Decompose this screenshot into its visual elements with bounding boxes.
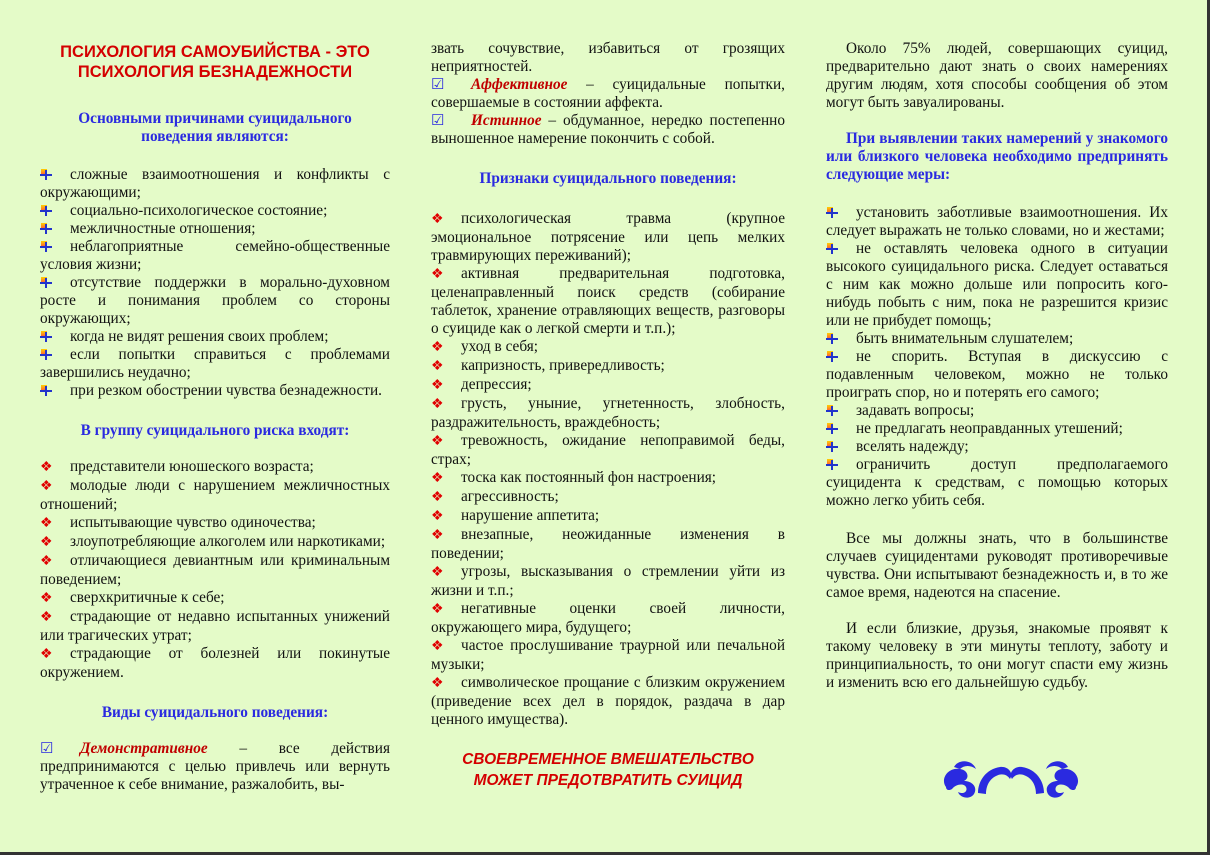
list-item-text: не спорить. Вступая в дискуссию с подавленным человеком, можно не только проиграть спор, но и потерять его самого; [826, 348, 1168, 401]
type-term: Аффективное [471, 76, 568, 93]
list-item-text: вселять надежду; [856, 438, 969, 455]
cross-bullet-icon [40, 274, 70, 292]
list-item [40, 458, 390, 477]
cross-bullet-icon [826, 438, 856, 456]
list-item-text: страдающие от недавно испытанных унижений или трагических утрат; [40, 608, 390, 644]
diamond-bullet-icon: ❖ [431, 378, 444, 393]
causes-heading: Основными причинами суицидального поведения являются: [78, 110, 352, 145]
list-item-text: сверхкритичные к себе; [70, 589, 225, 606]
type-term: Истинное [471, 112, 542, 129]
diamond-bullet-icon: ❖ [431, 490, 444, 505]
cross-bullet-icon [40, 238, 70, 256]
diamond-bullet-icon: ❖ [40, 647, 53, 662]
list-item [40, 514, 390, 533]
list-item-text: угрозы, высказывания о стремлении уйти из жизни и т.п.; [431, 563, 785, 599]
list-item [826, 348, 1168, 402]
list-item-text: если попытки справиться с проблемами завершились неудачно; [40, 346, 390, 381]
diamond-bullet-icon: ❖ [40, 554, 53, 569]
list-item [431, 488, 785, 507]
diamond-bullet-icon: ❖ [431, 397, 444, 412]
list-item [40, 382, 390, 400]
list-item [431, 395, 785, 432]
list-item-text: представители юношеского возраста; [70, 458, 314, 475]
list-item-text: тревожность, ожидание непоправимой беды, страх; [431, 432, 785, 468]
list-item-text: когда не видят решения своих проблем; [70, 328, 329, 345]
diamond-bullet-icon: ❖ [431, 359, 444, 374]
diamond-bullet-icon: ❖ [431, 676, 444, 691]
types-list [40, 740, 390, 794]
types-heading: Виды суицидального поведения: [101, 704, 329, 721]
risk-list [40, 458, 390, 682]
list-item [826, 438, 1168, 456]
list-item-text: капризность, привередливость; [461, 357, 665, 374]
list-item-text: при резком обострении чувства безнадежности. [70, 382, 382, 399]
list-item [431, 600, 785, 637]
list-item [826, 240, 1168, 330]
paragraph-2: И если близкие, друзья, знакомые проявят к такому человеку в эти минуты теплоту, заботу и принципиальность, то они могут спасти ему жизнь и изменить всю его дальнейшую судьбу. [826, 620, 1168, 691]
list-item [431, 469, 785, 488]
diamond-bullet-icon: ❖ [431, 509, 444, 524]
list-item-text: испытывающие чувство одиночества; [70, 514, 316, 531]
callout: СВОЕВРЕМЕННОЕ ВМЕШАТЕЛЬСТВО МОЖЕТ ПРЕДОТВРАТИТЬ СУИЦИД [462, 751, 754, 789]
list-item [826, 456, 1168, 510]
cross-bullet-icon [826, 456, 856, 474]
list-item-text: уход в себя; [461, 338, 539, 355]
signs-list [431, 210, 785, 729]
list-item-text: нарушение аппетита; [461, 507, 600, 524]
column-2 [431, 40, 785, 791]
list-item [40, 740, 390, 794]
list-item [431, 376, 785, 395]
list-item-text: быть внимательным слушателем; [856, 330, 1074, 347]
list-item [431, 338, 785, 357]
checkbox-icon: ☑ [40, 741, 54, 757]
list-item [40, 477, 390, 514]
list-item-text: психологическая травма (крупное эмоциональное потрясение или цепь мелких травмирующих переживаний); [431, 210, 785, 264]
type-description: – обдуманное, нередко постепенно выношенное намерение покончить с собой. [431, 112, 785, 147]
list-item [826, 402, 1168, 420]
type-description: – все действия предпринимаются с целью привлечь или вернуть утраченное к себе внимание, разжалобить, вы- [40, 740, 390, 793]
diamond-bullet-icon: ❖ [40, 479, 53, 494]
diamond-bullet-icon: ❖ [431, 602, 444, 617]
list-item-text: агрессивность; [461, 488, 559, 505]
list-item [431, 674, 785, 729]
column-1 [40, 40, 390, 794]
type-description: – суицидальные попытки, совершаемые в состоянии аффекта. [431, 76, 785, 111]
list-item-text: молодые люди с нарушением межличностных отношений; [40, 477, 390, 513]
list-item [40, 552, 390, 589]
cross-bullet-icon [40, 166, 70, 184]
page-title: ПСИХОЛОГИЯ САМОУБИЙСТВА - ЭТО ПСИХОЛОГИЯ БЕЗНАДЕЖНОСТИ [60, 43, 370, 81]
list-item [826, 420, 1168, 438]
list-item [431, 637, 785, 674]
diamond-bullet-icon: ❖ [40, 516, 53, 531]
list-item [40, 589, 390, 608]
list-item [431, 432, 785, 469]
list-item-text: символическое прощание с близким окружением (приведение всех дел в порядок, раздача в дар ценного имущества). [431, 674, 785, 728]
signs-heading: Признаки суицидального поведения: [479, 170, 737, 187]
list-item-text: грусть, уныние, угнетенность, злобность, раздражительность, враждебность; [431, 395, 785, 431]
diamond-bullet-icon: ❖ [431, 267, 444, 282]
list-item-text: сложные взаимоотношения и конфликты с окружающими; [40, 166, 390, 201]
column-3 [826, 40, 1168, 692]
ornament-icon [940, 757, 1082, 799]
checkbox-icon: ☑ [431, 77, 445, 93]
list-item [431, 210, 785, 265]
cross-bullet-icon [826, 330, 856, 348]
type-continuation: звать сочувствие, избавиться от грозящих неприятностей. [431, 40, 785, 75]
list-item [40, 166, 390, 202]
list-item [826, 204, 1168, 240]
measures-list [826, 204, 1168, 510]
list-item-text: внезапные, неожиданные изменения в поведении; [431, 526, 785, 562]
cross-bullet-icon [40, 202, 70, 220]
list-item-text: частое прослушивание траурной или печальной музыки; [431, 637, 785, 673]
types-list-continued [431, 76, 785, 148]
list-item-text: не предлагать неоправданных утешений; [856, 420, 1123, 437]
checkbox-icon: ☑ [431, 113, 445, 129]
list-item-text: тоска как постоянный фон настроения; [461, 469, 717, 486]
diamond-bullet-icon: ❖ [40, 460, 53, 475]
list-item-text: отсутствие поддержки в морально-духовном росте и понимания проблем со стороны окружающих; [40, 274, 390, 327]
cross-bullet-icon [40, 328, 70, 346]
cross-bullet-icon [40, 346, 70, 364]
list-item [40, 645, 390, 682]
diamond-bullet-icon: ❖ [431, 340, 444, 355]
risk-heading: В группу суицидального риска входят: [80, 422, 350, 439]
cross-bullet-icon [40, 382, 70, 400]
list-item [826, 330, 1168, 348]
diamond-bullet-icon: ❖ [40, 535, 53, 550]
list-item-text: задавать вопросы; [856, 402, 975, 419]
list-item-text: неблагоприятные семейно-общественные условия жизни; [40, 238, 390, 273]
list-item-text: социально-психологическое состояние; [70, 202, 328, 219]
cross-bullet-icon [40, 220, 70, 238]
cross-bullet-icon [826, 240, 856, 258]
list-item [40, 202, 390, 220]
diamond-bullet-icon: ❖ [431, 639, 444, 654]
list-item [40, 274, 390, 328]
cross-bullet-icon [826, 348, 856, 366]
diamond-bullet-icon: ❖ [431, 565, 444, 580]
paragraph-1: Все мы должны знать, что в большинстве случаев суицидентами руководят противоречивые чувства. Они испытывают безнадежность и, в то же самое время, надеются на спасение. [826, 530, 1168, 601]
list-item [40, 608, 390, 645]
list-item-text: активная предварительная подготовка, целенаправленный поиск средств (собирание таблеток, хранение отравляющих веществ, разговоры о суициде как о легкой смерти и т.п.); [431, 265, 785, 337]
diamond-bullet-icon: ❖ [431, 212, 444, 227]
cross-bullet-icon [826, 402, 856, 420]
measures-heading: При выявлении таких намерений у знакомого или близкого человека необходимо предпринять следующие меры: [826, 130, 1168, 183]
list-item [40, 533, 390, 552]
list-item-text: установить заботливые взаимоотношения. Их следует выражать не только словами, но и жестами; [826, 204, 1168, 239]
list-item [431, 563, 785, 600]
list-item [40, 346, 390, 382]
list-item-text: межличностные отношения; [70, 220, 256, 237]
diamond-bullet-icon: ❖ [40, 610, 53, 625]
list-item [431, 357, 785, 376]
diamond-bullet-icon: ❖ [431, 528, 444, 543]
list-item-text: депрессия; [461, 376, 532, 393]
list-item-text: злоупотребляющие алкоголем или наркотиками; [70, 533, 386, 550]
list-item-text: ограничить доступ предполагаемого суицидента к средствам, с помощью которых можно легко убить себя. [826, 456, 1168, 509]
intro-paragraph: Около 75% людей, совершающих суицид, предварительно дают знать о своих намерениях другим людям, хотя способы сообщения об этом могут быть завуалированы. [826, 40, 1168, 111]
list-item-text: страдающие от болезней или покинутые окружением. [40, 645, 390, 681]
cross-bullet-icon [826, 204, 856, 222]
cross-bullet-icon [826, 420, 856, 438]
list-item [431, 265, 785, 338]
type-term: Демонстративное [80, 740, 208, 757]
diamond-bullet-icon: ❖ [431, 471, 444, 486]
list-item [40, 238, 390, 274]
list-item-text: не оставлять человека одного в ситуации высокого суицидального риска. Следует оставаться с ним как можно дольше или попросить кого-нибудь побыть с ним, пока не разрешится кризис или не прибудет помощь; [826, 240, 1168, 329]
list-item-text: отличающиеся девиантным или криминальным поведением; [40, 552, 390, 588]
list-item [431, 526, 785, 563]
list-item [431, 507, 785, 526]
list-item [431, 112, 785, 148]
diamond-bullet-icon: ❖ [40, 591, 53, 606]
list-item [40, 220, 390, 238]
diamond-bullet-icon: ❖ [431, 434, 444, 449]
causes-list [40, 166, 390, 400]
list-item [431, 76, 785, 112]
list-item [40, 328, 390, 346]
list-item-text: негативные оценки своей личности, окружающего мира, будущего; [431, 600, 785, 636]
